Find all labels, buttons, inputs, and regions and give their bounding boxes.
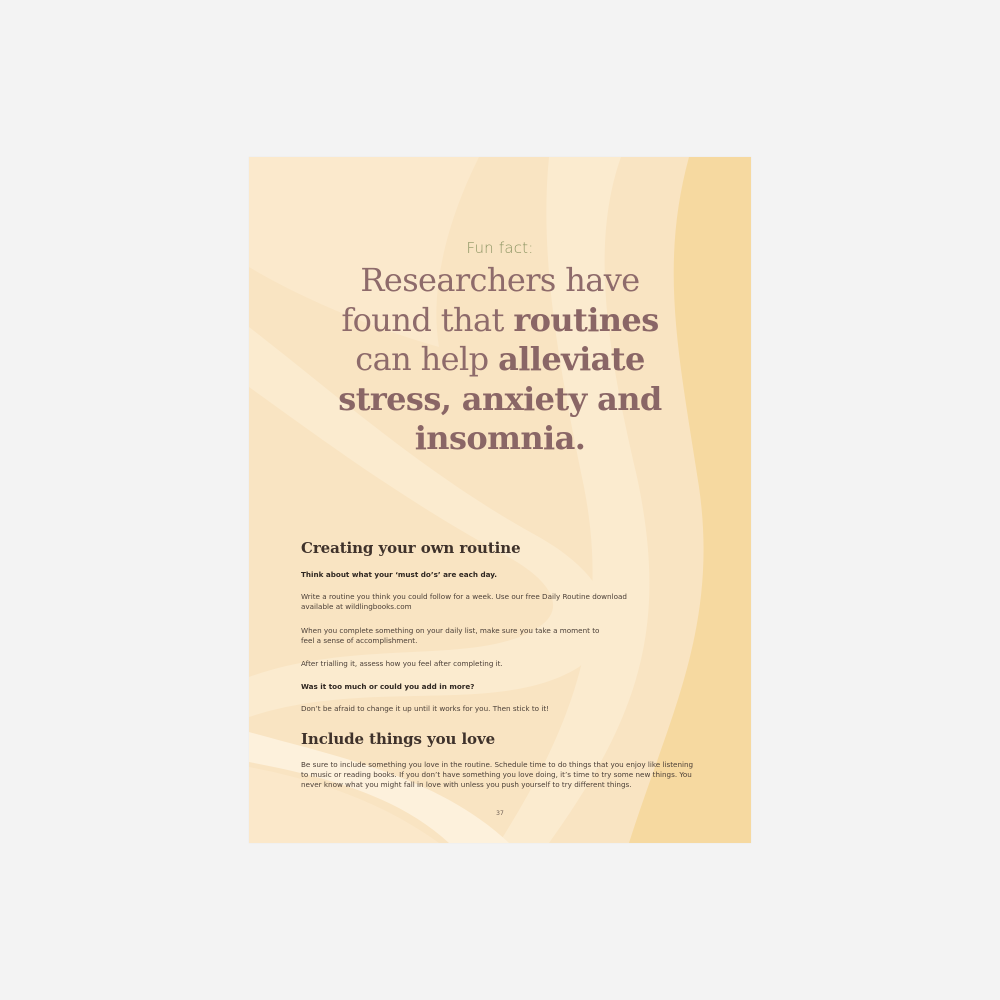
section1-paragraph-6: Don’t be afraid to change it up until it works for you. Then stick to it!: [301, 704, 550, 713]
headline-line-5: insomnia.: [414, 419, 586, 457]
page-number: 37: [496, 810, 504, 817]
fun-fact-label: Fun fact:: [466, 239, 534, 257]
section1-paragraph-2: Write a routine you think you could follow for a week. Use our free Daily Routine download available at wildlingbooks.com: [301, 592, 627, 611]
section1-paragraph-1: Think about what your ‘must do’s’ are each day.: [301, 570, 497, 579]
section1-paragraph-3: When you complete something on your daily list, make sure you take a moment to feel a sense of accomplishment.: [301, 626, 600, 645]
section-title-creating-routine: Creating your own routine: [301, 539, 521, 557]
section1-paragraph-5: Was it too much or could you add in more?: [301, 682, 475, 691]
section2-paragraph-1: Be sure to include something you love in the routine. Schedule time to do things that you enjoy like listening to music or reading books. If you don’t have something you love doing, it’s time to try some new things. You never know what you might fall in love with unless you push yourself to try different things.: [301, 760, 694, 789]
headline-line-2: found that routines: [341, 300, 659, 339]
headline-line-3: can help alleviate: [355, 340, 645, 378]
book-page: [249, 157, 751, 843]
section1-paragraph-4: After trialling it, assess how you feel after completing it.: [301, 659, 503, 668]
section-title-include-things: Include things you love: [301, 730, 496, 748]
headline: [249, 261, 751, 459]
headline-line-4: stress, anxiety and: [338, 379, 662, 418]
headline-line-1: Researchers have: [360, 261, 640, 299]
